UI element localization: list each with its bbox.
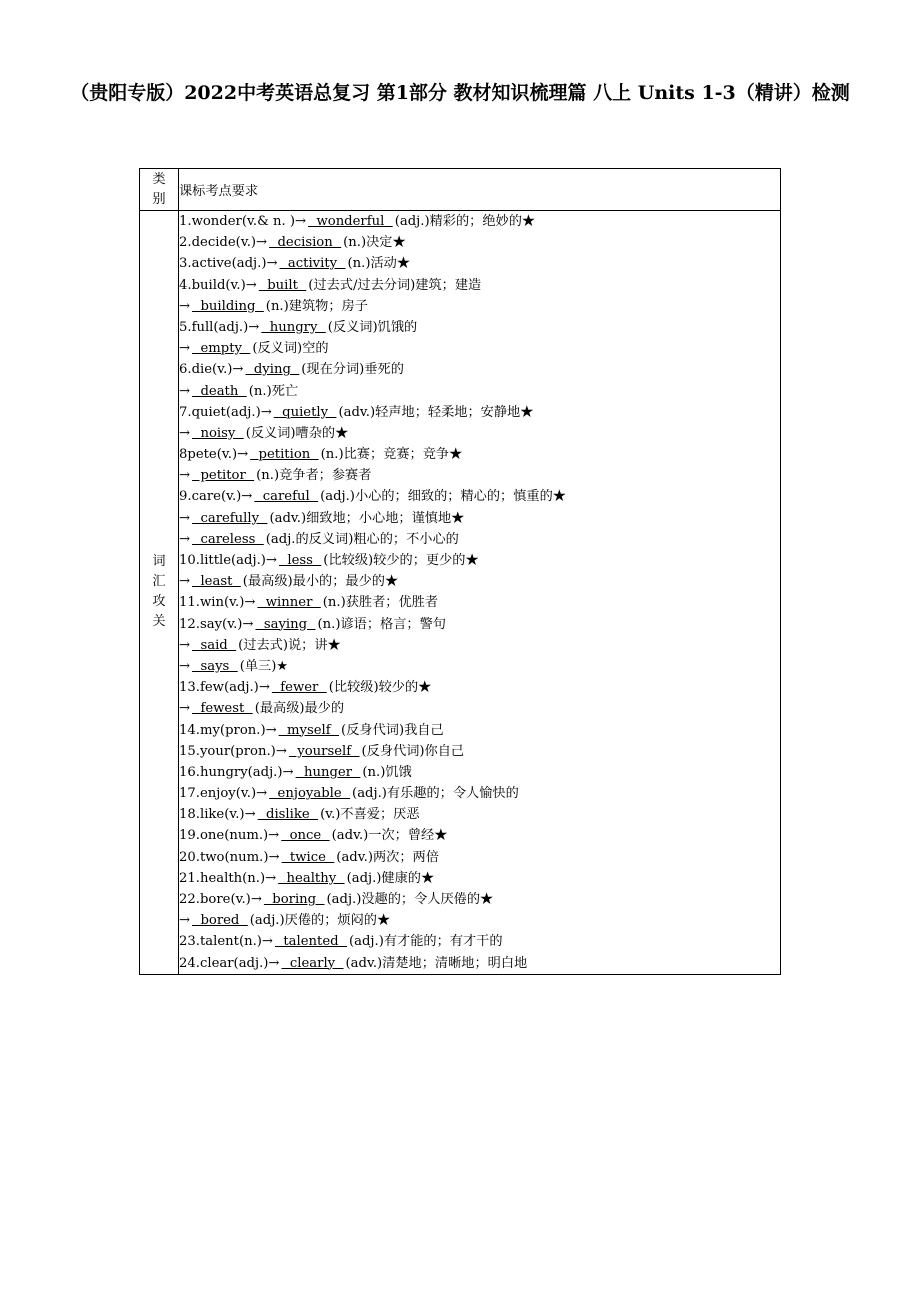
vocab-prompt: 15.your(pron.)→	[179, 743, 287, 759]
vocab-line	[179, 529, 780, 550]
vocab-prompt: →	[179, 425, 191, 441]
vocab-prompt: 4.build(v.)→	[179, 277, 257, 293]
vocab-prompt: →	[179, 298, 191, 314]
answer-blank: hungry	[261, 319, 326, 335]
vocab-line	[179, 381, 780, 402]
vocab-line	[179, 762, 780, 783]
answer-blank: dying	[245, 362, 300, 378]
vocab-prompt: 22.bore(v.)→	[179, 892, 262, 907]
vocab-line	[179, 741, 780, 762]
vocab-prompt: 11.win(v.)→	[179, 595, 256, 611]
vocab-prompt: →	[179, 701, 191, 717]
vocab-prompt: 20.two(num.)→	[179, 849, 280, 865]
vocab-line	[179, 317, 780, 338]
vocab-line	[179, 804, 780, 825]
answer-blank: built	[258, 277, 307, 293]
answer-blank: bored	[192, 913, 248, 929]
vocab-prompt: 7.quiet(adj.)→	[179, 404, 272, 420]
vocab-prompt: 1.wonder(v.& n. )→	[179, 214, 307, 229]
answer-blank: said	[192, 637, 237, 653]
vocab-line	[179, 550, 780, 571]
vocab-prompt: →	[179, 468, 191, 484]
vocab-line	[179, 275, 780, 296]
vocab-meaning: (现在分词)垂死的	[301, 362, 404, 378]
vocab-meaning: (adv.)一次；曾经★	[331, 828, 448, 844]
requirements-list	[179, 211, 781, 975]
vocab-meaning: (比较级)较少的★	[328, 680, 432, 696]
vocab-meaning: (adj.)健康的★	[346, 870, 435, 886]
vocab-meaning: (adj.)小心的；细致的；精心的；慎重的★	[320, 489, 566, 505]
vocab-prompt: 2.decide(v.)→	[179, 235, 268, 251]
vocab-line	[179, 465, 780, 486]
vocab-line	[179, 338, 780, 359]
vocab-meaning: (过去式)说；讲★	[238, 637, 341, 653]
answer-blank: activity	[279, 256, 346, 272]
vocab-meaning: (adv.)细致地；小心地；谨慎地★	[269, 510, 465, 526]
vocab-prompt: 12.say(v.)→	[179, 616, 254, 632]
vocab-meaning: (n.)建筑物；房子	[265, 298, 368, 314]
vocabulary-table	[139, 168, 781, 975]
answer-blank: careless	[192, 531, 264, 547]
vocab-meaning: (最高级)最小的；最少的★	[242, 574, 399, 590]
vocab-meaning: (比较级)较少的；更少的★	[323, 553, 479, 568]
vocab-line	[179, 402, 780, 423]
header-category-cell	[140, 169, 179, 211]
answer-blank: winner	[257, 595, 321, 611]
vocab-meaning: (反身代词)我自己	[341, 722, 444, 738]
vocab-line	[179, 720, 780, 741]
vocab-prompt: →	[179, 637, 191, 653]
vocab-meaning: (n.)决定★	[343, 235, 406, 251]
vocab-line	[179, 296, 780, 317]
answer-blank: least	[192, 574, 241, 590]
vocab-prompt: →	[179, 574, 191, 590]
vocab-meaning: (反身代词)你自己	[361, 743, 465, 759]
answer-blank: death	[192, 383, 247, 399]
vocab-meaning: (最高级)最少的	[254, 701, 345, 717]
vocab-prompt: 5.full(adj.)→	[179, 319, 260, 335]
vocab-line	[179, 592, 780, 613]
vocab-prompt: 10.little(adj.)→	[179, 553, 277, 568]
vocab-line	[179, 486, 780, 507]
vocab-meaning: (n.)饥饿	[362, 764, 412, 780]
vocab-meaning: (n.)获胜者；优胜者	[322, 595, 439, 611]
vocab-prompt: 16.hungry(adj.)→	[179, 764, 294, 780]
vocab-prompt: 6.die(v.)→	[179, 362, 244, 378]
answer-blank: noisy	[192, 425, 244, 441]
vocab-meaning: (adj.)有乐趣的；令人愉快的	[352, 786, 519, 802]
vocab-meaning: (adv.)轻声地；轻柔地；安静地★	[338, 404, 534, 420]
vocab-meaning: (反义词)空的	[252, 341, 329, 357]
table-body-row	[140, 211, 781, 975]
vocab-prompt: →	[179, 341, 191, 357]
vocab-meaning: (单三)★	[239, 658, 289, 674]
vocab-meaning: (n.)谚语；格言；警句	[317, 616, 446, 632]
vocab-prompt: 23.talent(n.)→	[179, 934, 273, 950]
answer-blank: once	[281, 828, 330, 844]
vocab-line	[179, 444, 780, 465]
vocab-prompt: →	[179, 531, 191, 547]
vocab-line	[179, 910, 780, 931]
vocab-meaning: (adv.)两次；两倍	[336, 849, 439, 865]
vocab-line	[179, 889, 780, 910]
answer-blank: careful	[254, 489, 319, 505]
answer-blank: wonderful	[308, 214, 393, 229]
vocab-line	[179, 571, 780, 592]
vocab-line	[179, 359, 780, 380]
answer-blank: fewer	[271, 680, 327, 696]
vocab-prompt: 14.my(pron.)→	[179, 722, 277, 738]
answer-blank: empty	[192, 341, 251, 357]
answer-blank: building	[192, 298, 264, 314]
answer-blank: quietly	[273, 404, 337, 420]
vocab-prompt: 21.health(n.)→	[179, 870, 277, 886]
answer-blank: petition	[250, 447, 319, 463]
answer-blank: carefully	[192, 510, 268, 526]
header-requirement: 课标考点要求	[179, 184, 259, 199]
answer-blank: clearly	[281, 955, 344, 971]
answer-blank: enjoyable	[269, 786, 351, 802]
answer-blank: dislike	[257, 807, 319, 823]
vocab-meaning: (n.)竞争者；参赛者	[256, 468, 372, 484]
vocab-line	[179, 232, 780, 253]
vocab-prompt: 8pete(v.)→	[179, 447, 249, 463]
header-category: 类别	[152, 171, 166, 207]
vocab-line	[179, 847, 780, 868]
vocab-meaning: (adv.)清楚地；清晰地；明白地	[345, 955, 528, 971]
document-title: （贵阳专版）2022中考英语总复习 第1部分 教材知识梳理篇 八上 Units 1-3（精讲）检测	[70, 82, 850, 104]
answer-blank: decision	[269, 235, 342, 251]
vocab-prompt: →	[179, 510, 191, 526]
vocab-meaning: (adj.)有才能的；有才干的	[348, 934, 503, 950]
vocab-line	[179, 508, 780, 529]
vocab-line	[179, 783, 780, 804]
vocab-prompt: 17.enjoy(v.)→	[179, 786, 268, 802]
answer-blank: saying	[255, 616, 316, 632]
vocab-prompt: 24.clear(adj.)→	[179, 955, 280, 971]
vocab-prompt: →	[179, 913, 191, 929]
vocab-meaning: (adj.的反义词)粗心的；不小心的	[265, 531, 459, 547]
vocab-line	[179, 825, 780, 846]
vocab-meaning: (adj.)精彩的；绝妙的★	[394, 214, 536, 229]
vocab-line	[179, 253, 780, 274]
vocab-prompt: 9.care(v.)→	[179, 489, 253, 505]
vocab-line	[179, 211, 780, 232]
vocab-line	[179, 656, 780, 677]
vocab-line	[179, 423, 780, 444]
answer-blank: hunger	[295, 764, 361, 780]
vocab-meaning: (n.)活动★	[347, 256, 411, 272]
vocab-prompt: 13.few(adj.)→	[179, 680, 270, 696]
vocab-meaning: (adj.)厌倦的；烦闷的★	[249, 913, 391, 929]
vocab-prompt: →	[179, 383, 191, 399]
vocab-line	[179, 635, 780, 656]
vocab-prompt: 18.like(v.)→	[179, 807, 256, 823]
category-label: 词汇攻关	[152, 554, 166, 630]
vocab-meaning: (n.)比赛；竞赛；竞争★	[320, 447, 463, 463]
answer-blank: boring	[263, 892, 325, 907]
answer-blank: less	[278, 553, 322, 568]
vocab-meaning: (反义词)嘈杂的★	[245, 425, 349, 441]
answer-blank: petitor	[192, 468, 255, 484]
vocab-line	[179, 953, 780, 974]
answer-blank: twice	[281, 849, 335, 865]
answer-blank: healthy	[278, 870, 345, 886]
vocab-meaning: (过去式/过去分词)建筑；建造	[308, 277, 482, 293]
header-requirement-cell	[179, 169, 781, 211]
vocab-line	[179, 698, 780, 719]
vocab-prompt: 19.one(num.)→	[179, 828, 280, 844]
vocab-meaning: (反义词)饥饿的	[327, 319, 418, 335]
category-cell	[140, 211, 179, 975]
vocab-line	[179, 931, 780, 952]
answer-blank: myself	[278, 722, 340, 738]
answer-blank: fewest	[192, 701, 253, 717]
vocab-prompt: 3.active(adj.)→	[179, 256, 278, 272]
vocab-meaning: (n.)死亡	[248, 383, 299, 399]
table-header-row	[140, 169, 781, 211]
answer-blank: yourself	[288, 743, 360, 759]
vocab-meaning: (v.)不喜爱；厌恶	[320, 807, 420, 823]
answer-blank: says	[192, 658, 238, 674]
vocab-prompt: →	[179, 658, 191, 674]
vocab-line	[179, 614, 780, 635]
vocab-line	[179, 868, 780, 889]
vocab-meaning: (adj.)没趣的；令人厌倦的★	[326, 892, 494, 907]
answer-blank: talented	[274, 934, 347, 950]
vocab-line	[179, 677, 780, 698]
